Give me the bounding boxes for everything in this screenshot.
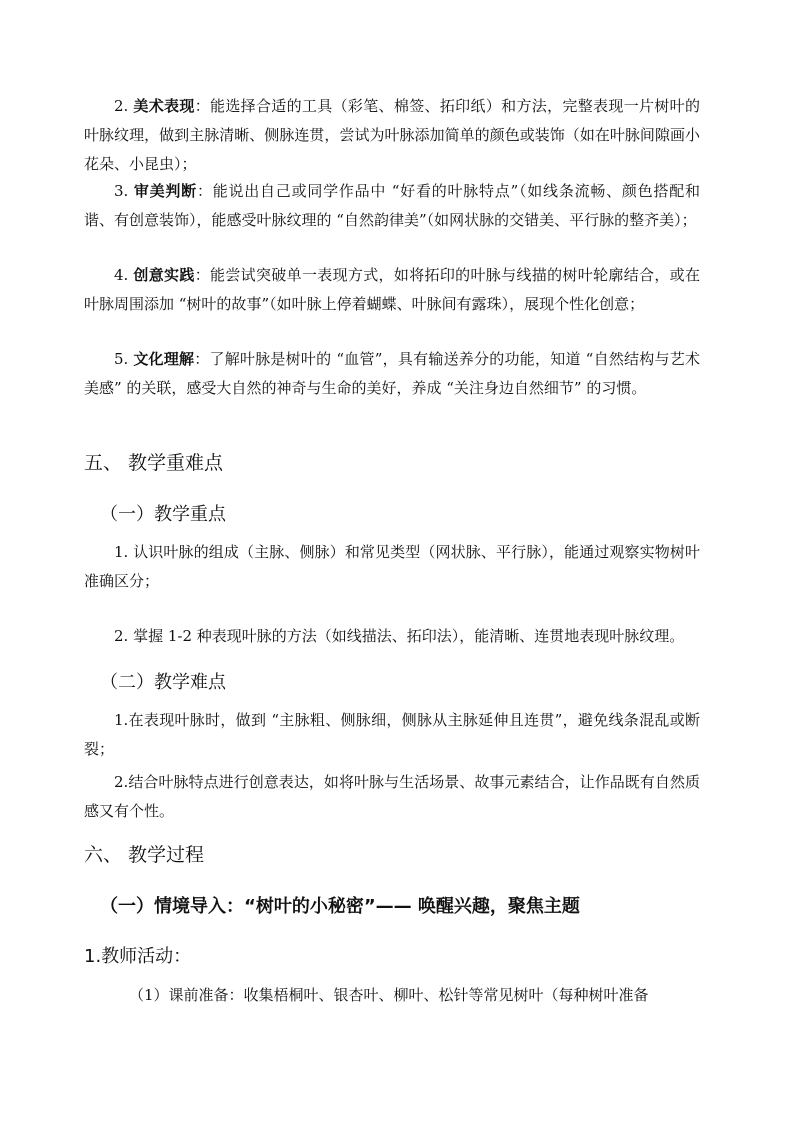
objective-number: 4. [114, 266, 129, 284]
subsection-heading-difficulties: （二）教学难点 [100, 672, 226, 693]
subsection-heading-intro: （一）情境导入：“树叶的小秘密”—— 唤醒兴趣，聚焦主题 [100, 896, 580, 917]
objective-number: 5. [114, 350, 129, 368]
section-heading-6: 六、 教学过程 [84, 844, 205, 866]
objective-paragraph-4 [84, 261, 700, 319]
key-point-item-1: 1. 认识叶脉的组成（主脉、侧脉）和常见类型（网状脉、平行脉），能通过观察实物树叶准确区分； [84, 543, 700, 590]
objective-text: ：能尝试突破单一表现方式，如将拓印的叶脉与线描的树叶轮廓结合，或在叶脉周围添加 “树叶的故事”（如叶脉上停着蝴蝶、叶脉间有露珠），展现个性化创意； [84, 266, 700, 313]
objective-paragraph-2 [84, 92, 700, 179]
difficulty-item-2: 2.结合叶脉特点进行创意表达，如将叶脉与生活场景、故事元素结合，让作品既有自然质感又有个性。 [84, 773, 700, 820]
difficulty-item-1: 1.在表现叶脉时，做到 “主脉粗、侧脉细，侧脉从主脉延伸且连贯”，避免线条混乱或断裂； [84, 711, 700, 758]
objective-number: 2. [114, 97, 129, 115]
teacher-activity-heading: 1.教师活动： [84, 946, 192, 967]
teacher-step-1: （1）课前准备：收集梧桐叶、银杏叶、柳叶、松针等常见树叶（每种树叶准备 [129, 986, 649, 1004]
objective-term: 创意实践 [133, 266, 195, 284]
objective-text: ：了解叶脉是树叶的 “血管”，具有输送养分的功能，知道 “自然结构与艺术美感” 的关联，感受大自然的神奇与生命的美好，养成 “关注身边自然细节” 的习惯。 [84, 350, 700, 397]
objective-number: 3. [114, 182, 129, 200]
objective-paragraph-3 [84, 177, 700, 235]
objective-text: ：能选择合适的工具（彩笔、棉签、拓印纸）和方法，完整表现一片树叶的叶脉纹理，做到主脉清晰、侧脉连贯，尝试为叶脉添加简单的颜色或装饰（如在叶脉间隙画小花朵、小昆虫）； [84, 97, 700, 173]
objective-term: 文化理解 [133, 350, 195, 368]
objective-paragraph-5 [84, 345, 700, 403]
objective-term: 审美判断 [133, 182, 197, 200]
key-point-item-2: 2. 掌握 1-2 种表现叶脉的方法（如线描法、拓印法），能清晰、连贯地表现叶脉纹理。 [114, 627, 685, 645]
objective-text: ：能说出自己或同学作品中 “好看的叶脉特点”（如线条流畅、颜色搭配和谐、有创意装饰），能感受叶脉纹理的 “自然韵律美”（如网状脉的交错美、平行脉的整齐美）； [84, 182, 700, 229]
objective-term: 美术表现 [133, 97, 195, 115]
subsection-heading-key-points: （一）教学重点 [100, 504, 226, 525]
section-heading-5: 五、 教学重难点 [84, 452, 224, 474]
